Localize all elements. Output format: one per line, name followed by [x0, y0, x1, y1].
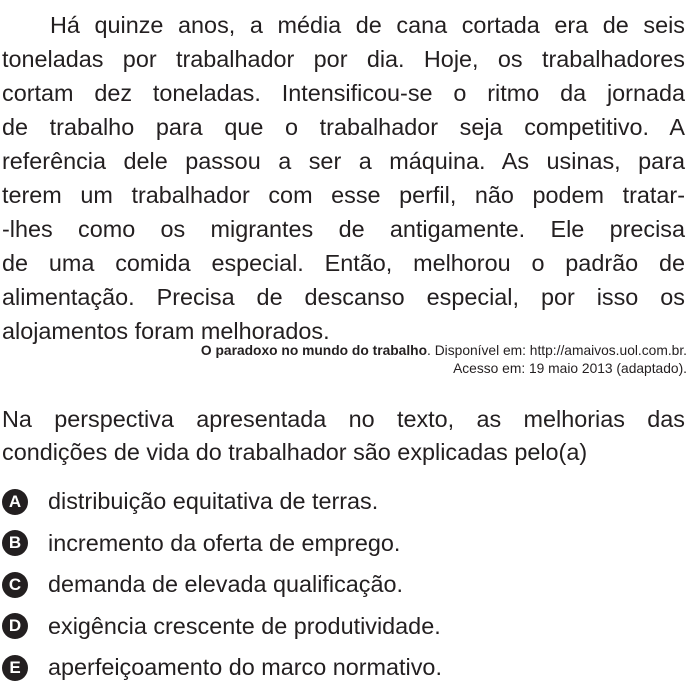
option-text: incremento da oferta de emprego.	[48, 529, 401, 556]
passage-line: referência dele passou a ser a máquina. As usinas, para	[2, 148, 685, 174]
option-e[interactable]	[2, 647, 685, 689]
option-b[interactable]	[2, 523, 685, 565]
passage-text	[2, 8, 685, 348]
option-text: aperfeiçoamento do marco normativo.	[48, 654, 442, 681]
passage-line: terem um trabalhador com esse perfil, não podem tratar-	[2, 182, 685, 208]
option-letter-badge: D	[2, 613, 28, 639]
passage-line: toneladas por trabalhador por dia. Hoje, os trabalhadores	[2, 46, 685, 72]
passage-line: -lhes como os migrantes de antigamente. Ele precisa	[2, 216, 685, 242]
passage-line: cortam dez toneladas. Intensificou-se o ritmo da jornada	[2, 80, 685, 106]
passage-line: de trabalho para que o trabalhador seja competitivo. A	[2, 114, 685, 140]
option-text: distribuição equitativa de terras.	[48, 488, 379, 515]
citation-line	[201, 342, 687, 360]
option-letter-badge: C	[2, 572, 28, 598]
option-letter-badge: E	[2, 655, 28, 681]
passage-line: alojamentos foram melhorados.	[2, 318, 330, 344]
citation-title: O paradoxo no mundo do trabalho	[200, 343, 428, 358]
passage-line: de uma comida especial. Então, melhorou o padrão de	[2, 250, 685, 276]
passage-line: Há quinze anos, a média de cana cortada era de seis	[50, 12, 685, 38]
option-text: demanda de elevada qualificação.	[48, 571, 404, 598]
source-citation	[201, 342, 687, 378]
answer-options	[2, 481, 685, 689]
option-a[interactable]	[2, 481, 685, 523]
passage-line: alimentação. Precisa de descanso especial, por isso os	[2, 284, 685, 310]
question-stem	[2, 403, 685, 469]
question-line: condições de vida do trabalhador são explicadas pelo(a)	[2, 439, 588, 465]
option-letter-badge: B	[2, 530, 28, 556]
citation-availability: . Disponível em: http://amaivos.uol.com.br.	[427, 343, 687, 358]
option-c[interactable]	[2, 564, 685, 606]
citation-access-date: Acesso em: 19 maio 2013 (adaptado).	[453, 361, 687, 376]
question-line: Na perspectiva apresentada no texto, as melhorias das	[2, 406, 685, 432]
option-d[interactable]	[2, 606, 685, 648]
option-letter-badge: A	[2, 489, 28, 515]
option-text: exigência crescente de produtividade.	[48, 612, 441, 639]
